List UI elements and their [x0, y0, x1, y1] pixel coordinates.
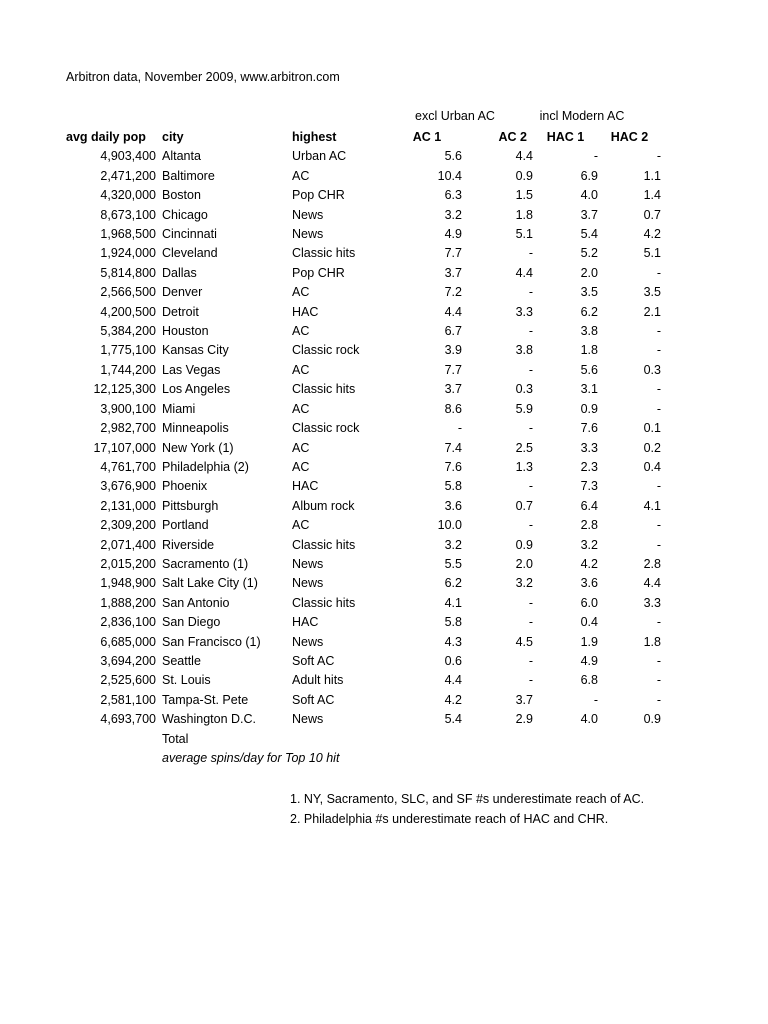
column-header-ac2: AC 2	[498, 130, 527, 144]
cell-hac1: 6.9	[580, 168, 598, 183]
cell-city: Riverside	[162, 537, 215, 552]
cell-ac1: 3.2	[444, 537, 462, 552]
cell-avg-daily-pop: 5,384,200	[100, 324, 156, 339]
cell-hac1: 2.0	[580, 265, 598, 280]
cell-hac1: 6.4	[580, 498, 598, 513]
table-row	[66, 652, 661, 671]
cell-ac2: 4.4	[515, 265, 533, 280]
cell-hac2: -	[656, 518, 661, 533]
table-row	[66, 400, 661, 419]
cell-ac2: 0.7	[515, 498, 533, 513]
cell-hac2: 0.9	[643, 712, 661, 727]
cell-ac1: 10.4	[437, 168, 462, 183]
cell-hac2: -	[656, 692, 661, 707]
table-row	[66, 555, 661, 574]
cell-hac1: 4.9	[580, 653, 598, 668]
cell-highest: Pop CHR	[292, 188, 345, 203]
cell-ac2: 2.0	[515, 556, 533, 571]
cell-ac1: 5.8	[444, 479, 462, 494]
cell-avg-daily-pop: 12,125,300	[93, 382, 156, 397]
cell-hac1: 3.2	[580, 537, 598, 552]
table-row	[66, 341, 661, 360]
table-row	[66, 380, 661, 399]
cell-ac1: 5.5	[444, 556, 462, 571]
cell-ac2: -	[528, 285, 533, 300]
cell-ac2: 0.9	[515, 168, 533, 183]
cell-ac2: -	[528, 673, 533, 688]
cell-highest: AC	[292, 285, 310, 300]
cell-ac1: 7.6	[444, 459, 462, 474]
cell-hac1: 3.5	[580, 285, 598, 300]
cell-highest: AC	[292, 168, 310, 183]
cell-ac1: 8.6	[444, 401, 462, 416]
cell-hac2: -	[656, 615, 661, 630]
cell-highest: News	[292, 634, 324, 649]
cell-highest: HAC	[292, 304, 319, 319]
total-row	[66, 730, 661, 749]
footnotes	[290, 789, 644, 829]
cell-highest: Classic hits	[292, 246, 356, 261]
cell-avg-daily-pop: 4,320,000	[100, 188, 156, 203]
cell-city: Pittsburgh	[162, 498, 219, 513]
cell-ac1: 3.7	[444, 265, 462, 280]
cell-city: St. Louis	[162, 673, 211, 688]
cell-avg-daily-pop: 2,131,000	[100, 498, 156, 513]
column-header-avg-daily-pop: avg daily pop	[66, 130, 146, 144]
cell-ac1: 0.6	[444, 653, 462, 668]
total-label: Total	[162, 731, 189, 746]
cell-hac1: 3.6	[580, 576, 598, 591]
cell-hac2: -	[656, 401, 661, 416]
cell-ac2: 1.5	[515, 188, 533, 203]
cell-ac2: 2.9	[515, 712, 533, 727]
cell-ac1: 7.7	[444, 246, 462, 261]
cell-ac2: 2.5	[515, 440, 533, 455]
cell-hac2: 3.5	[643, 285, 661, 300]
cell-avg-daily-pop: 4,200,500	[100, 304, 156, 319]
cell-avg-daily-pop: 2,071,400	[100, 537, 156, 552]
cell-ac2: -	[528, 421, 533, 436]
cell-highest: AC	[292, 440, 310, 455]
cell-highest: AC	[292, 362, 310, 377]
cell-hac2: -	[656, 653, 661, 668]
cell-hac2: 4.2	[643, 227, 661, 242]
cell-ac2: 5.9	[515, 401, 533, 416]
cell-avg-daily-pop: 2,836,100	[100, 615, 156, 630]
cell-ac2: 0.3	[515, 382, 533, 397]
cell-ac1: 5.8	[444, 615, 462, 630]
cell-avg-daily-pop: 17,107,000	[93, 440, 156, 455]
cell-highest: Soft AC	[292, 692, 335, 707]
cell-hac2: -	[656, 382, 661, 397]
group-header-incl-modern-ac: incl Modern AC	[539, 109, 625, 123]
footnote-1: 1. NY, Sacramento, SLC, and SF #s underestimate reach of AC.	[290, 792, 645, 806]
cell-ac1: 10.0	[437, 518, 462, 533]
cell-hac1: 7.6	[580, 421, 598, 436]
cell-hac2: 1.4	[643, 188, 661, 203]
cell-city: Los Angeles	[162, 382, 231, 397]
cell-ac1: 4.1	[444, 595, 462, 610]
cell-city: Cleveland	[162, 246, 218, 261]
cell-highest: Pop CHR	[292, 265, 345, 280]
cell-highest: Classic hits	[292, 537, 356, 552]
column-header-ac1: AC 1	[412, 130, 442, 144]
cell-hac2: 0.2	[643, 440, 661, 455]
spins-row	[66, 749, 661, 768]
cell-avg-daily-pop: 4,761,700	[100, 459, 156, 474]
cell-hac1: 3.7	[580, 207, 598, 222]
cell-ac1: 4.3	[444, 634, 462, 649]
cell-ac1: 7.2	[444, 285, 462, 300]
cell-highest: AC	[292, 324, 310, 339]
cell-ac1: 4.9	[444, 227, 462, 242]
cell-hac1: -	[593, 149, 598, 164]
cell-ac1: 6.2	[444, 576, 462, 591]
cell-city: New York (1)	[162, 440, 234, 455]
cell-ac2: -	[528, 595, 533, 610]
cell-hac2: 1.8	[643, 634, 661, 649]
cell-ac1: 4.2	[444, 692, 462, 707]
table-row	[66, 574, 661, 593]
cell-hac2: 2.1	[643, 304, 661, 319]
table-row	[66, 594, 661, 613]
cell-hac1: 5.4	[580, 227, 598, 242]
cell-highest: AC	[292, 518, 310, 533]
cell-city: San Francisco (1)	[162, 634, 261, 649]
cell-hac2: -	[656, 149, 661, 164]
cell-highest: News	[292, 227, 324, 242]
table-row	[66, 206, 661, 225]
cell-ac2: -	[528, 653, 533, 668]
table-row	[66, 691, 661, 710]
cell-hac1: 7.3	[580, 479, 598, 494]
table-body	[66, 147, 661, 729]
table-row	[66, 303, 661, 322]
cell-avg-daily-pop: 2,471,200	[100, 168, 156, 183]
cell-city: Boston	[162, 188, 201, 203]
table-row	[66, 167, 661, 186]
cell-hac1: -	[593, 692, 598, 707]
cell-ac1: 7.4	[444, 440, 462, 455]
cell-ac2: 3.2	[515, 576, 533, 591]
cell-hac2: -	[656, 673, 661, 688]
cell-hac1: 4.0	[580, 712, 598, 727]
cell-city: Denver	[162, 285, 203, 300]
cell-hac2: 0.4	[643, 459, 661, 474]
cell-city: Salt Lake City (1)	[162, 576, 258, 591]
cell-hac1: 2.3	[580, 459, 598, 474]
cell-hac1: 0.9	[580, 401, 598, 416]
table-header-row	[66, 128, 661, 147]
cell-city: Detroit	[162, 304, 199, 319]
cell-ac2: -	[528, 362, 533, 377]
table-row	[66, 458, 661, 477]
cell-ac2: 3.3	[515, 304, 533, 319]
cell-ac2: 0.9	[515, 537, 533, 552]
cell-hac1: 4.2	[580, 556, 598, 571]
cell-highest: Album rock	[292, 498, 355, 513]
cell-ac1: 3.9	[444, 343, 462, 358]
cell-hac2: 5.1	[643, 246, 661, 261]
table-row	[66, 225, 661, 244]
table-row	[66, 244, 661, 263]
cell-hac2: 1.1	[643, 168, 661, 183]
cell-ac2: 3.7	[515, 692, 533, 707]
cell-avg-daily-pop: 3,676,900	[100, 479, 156, 494]
cell-city: Dallas	[162, 265, 197, 280]
cell-highest: AC	[292, 401, 310, 416]
cell-highest: Adult hits	[292, 673, 344, 688]
cell-avg-daily-pop: 2,566,500	[100, 285, 156, 300]
cell-hac1: 3.1	[580, 382, 598, 397]
cell-avg-daily-pop: 2,525,600	[100, 673, 156, 688]
table-row	[66, 497, 661, 516]
cell-ac1: 3.2	[444, 207, 462, 222]
cell-avg-daily-pop: 6,685,000	[100, 634, 156, 649]
cell-hac1: 2.8	[580, 518, 598, 533]
cell-city: Minneapolis	[162, 421, 229, 436]
document-title: Arbitron data, November 2009, www.arbitron.com	[66, 70, 340, 84]
cell-hac2: 0.3	[643, 362, 661, 377]
cell-hac1: 5.2	[580, 246, 598, 261]
cell-city: Seattle	[162, 653, 201, 668]
cell-ac1: 5.4	[444, 712, 462, 727]
cell-avg-daily-pop: 1,744,200	[100, 362, 156, 377]
cell-hac2: 2.8	[643, 556, 661, 571]
cell-hac1: 1.9	[580, 634, 598, 649]
cell-city: Phoenix	[162, 479, 208, 494]
cell-hac2: -	[656, 537, 661, 552]
cell-highest: Soft AC	[292, 653, 335, 668]
cell-avg-daily-pop: 8,673,100	[100, 207, 156, 222]
cell-city: Washington D.C.	[162, 712, 257, 727]
cell-ac1: 6.3	[444, 188, 462, 203]
cell-hac2: 3.3	[643, 595, 661, 610]
cell-city: Cincinnati	[162, 227, 217, 242]
cell-avg-daily-pop: 2,309,200	[100, 518, 156, 533]
cell-city: Portland	[162, 518, 209, 533]
cell-hac1: 6.8	[580, 673, 598, 688]
cell-ac2: -	[528, 479, 533, 494]
cell-highest: Classic hits	[292, 595, 356, 610]
column-header-hac2: HAC 2	[610, 130, 649, 144]
cell-city: Miami	[162, 401, 196, 416]
cell-avg-daily-pop: 1,924,000	[100, 246, 156, 261]
cell-hac1: 3.3	[580, 440, 598, 455]
table-row	[66, 671, 661, 690]
cell-avg-daily-pop: 3,694,200	[100, 653, 156, 668]
cell-ac1: 6.7	[444, 324, 462, 339]
cell-ac1: -	[457, 421, 462, 436]
cell-hac2: -	[656, 343, 661, 358]
cell-ac2: -	[528, 518, 533, 533]
table-row	[66, 439, 661, 458]
cell-hac1: 6.0	[580, 595, 598, 610]
cell-ac2: 1.8	[515, 207, 533, 222]
cell-ac1: 3.6	[444, 498, 462, 513]
cell-city: Sacramento (1)	[162, 556, 249, 571]
cell-highest: News	[292, 576, 324, 591]
cell-hac1: 5.6	[580, 362, 598, 377]
cell-hac2: 0.7	[643, 207, 661, 222]
cell-avg-daily-pop: 4,903,400	[100, 149, 156, 164]
cell-highest: News	[292, 556, 324, 571]
table-row	[66, 477, 661, 496]
cell-ac1: 3.7	[444, 382, 462, 397]
cell-city: Altanta	[162, 149, 201, 164]
table-row	[66, 147, 661, 166]
cell-avg-daily-pop: 4,693,700	[100, 712, 156, 727]
cell-hac2: -	[656, 324, 661, 339]
cell-highest: HAC	[292, 479, 319, 494]
cell-highest: Classic hits	[292, 382, 356, 397]
table-row	[66, 516, 661, 535]
cell-avg-daily-pop: 3,900,100	[100, 401, 156, 416]
cell-highest: Urban AC	[292, 149, 347, 164]
cell-hac2: -	[656, 265, 661, 280]
cell-ac2: 1.3	[515, 459, 533, 474]
cell-ac1: 4.4	[444, 673, 462, 688]
cell-avg-daily-pop: 1,775,100	[100, 343, 156, 358]
cell-hac1: 1.8	[580, 343, 598, 358]
cell-city: Houston	[162, 324, 209, 339]
column-header-hac1: HAC 1	[546, 130, 585, 144]
cell-avg-daily-pop: 5,814,800	[100, 265, 156, 280]
cell-ac2: 4.4	[515, 149, 533, 164]
table-row	[66, 322, 661, 341]
cell-ac2: -	[528, 615, 533, 630]
cell-highest: News	[292, 207, 324, 222]
table-row	[66, 633, 661, 652]
cell-city: San Antonio	[162, 595, 230, 610]
table-row	[66, 419, 661, 438]
cell-highest: News	[292, 712, 324, 727]
cell-city: Philadelphia (2)	[162, 459, 249, 474]
cell-ac2: 3.8	[515, 343, 533, 358]
cell-ac2: 5.1	[515, 227, 533, 242]
cell-city: Kansas City	[162, 343, 229, 358]
cell-ac1: 7.7	[444, 362, 462, 377]
cell-hac2: 4.4	[643, 576, 661, 591]
cell-avg-daily-pop: 2,982,700	[100, 421, 156, 436]
table-row	[66, 536, 661, 555]
table-row	[66, 710, 661, 729]
cell-hac2: 4.1	[643, 498, 661, 513]
column-header-highest: highest	[292, 130, 337, 144]
cell-hac1: 3.8	[580, 324, 598, 339]
table-row	[66, 186, 661, 205]
table-row	[66, 283, 661, 302]
cell-avg-daily-pop: 1,968,500	[100, 227, 156, 242]
cell-avg-daily-pop: 1,948,900	[100, 576, 156, 591]
cell-highest: Classic rock	[292, 343, 360, 358]
cell-avg-daily-pop: 1,888,200	[100, 595, 156, 610]
cell-highest: HAC	[292, 615, 319, 630]
arbitron-data-table	[66, 128, 661, 768]
table-row	[66, 264, 661, 283]
cell-ac2: -	[528, 246, 533, 261]
table-row	[66, 361, 661, 380]
cell-ac1: 5.6	[444, 149, 462, 164]
cell-city: San Diego	[162, 615, 221, 630]
cell-city: Chicago	[162, 207, 208, 222]
cell-ac2: 4.5	[515, 634, 533, 649]
cell-highest: Classic rock	[292, 421, 360, 436]
cell-highest: AC	[292, 459, 310, 474]
cell-hac2: -	[656, 479, 661, 494]
cell-city: Baltimore	[162, 168, 215, 183]
spins-caption: average spins/day for Top 10 hit	[162, 751, 340, 765]
cell-hac1: 0.4	[580, 615, 598, 630]
cell-hac2: 0.1	[643, 421, 661, 436]
cell-hac1: 6.2	[580, 304, 598, 319]
cell-hac1: 4.0	[580, 188, 598, 203]
footnote-2: 2. Philadelphia #s underestimate reach of HAC and CHR.	[290, 812, 609, 826]
cell-city: Las Vegas	[162, 362, 221, 377]
cell-ac2: -	[528, 324, 533, 339]
table-row	[66, 613, 661, 632]
cell-city: Tampa-St. Pete	[162, 692, 249, 707]
cell-avg-daily-pop: 2,581,100	[100, 692, 156, 707]
cell-avg-daily-pop: 2,015,200	[100, 556, 156, 571]
group-header-excl-urban-ac: excl Urban AC	[415, 109, 495, 123]
column-header-city: city	[162, 130, 184, 144]
cell-ac1: 4.4	[444, 304, 462, 319]
